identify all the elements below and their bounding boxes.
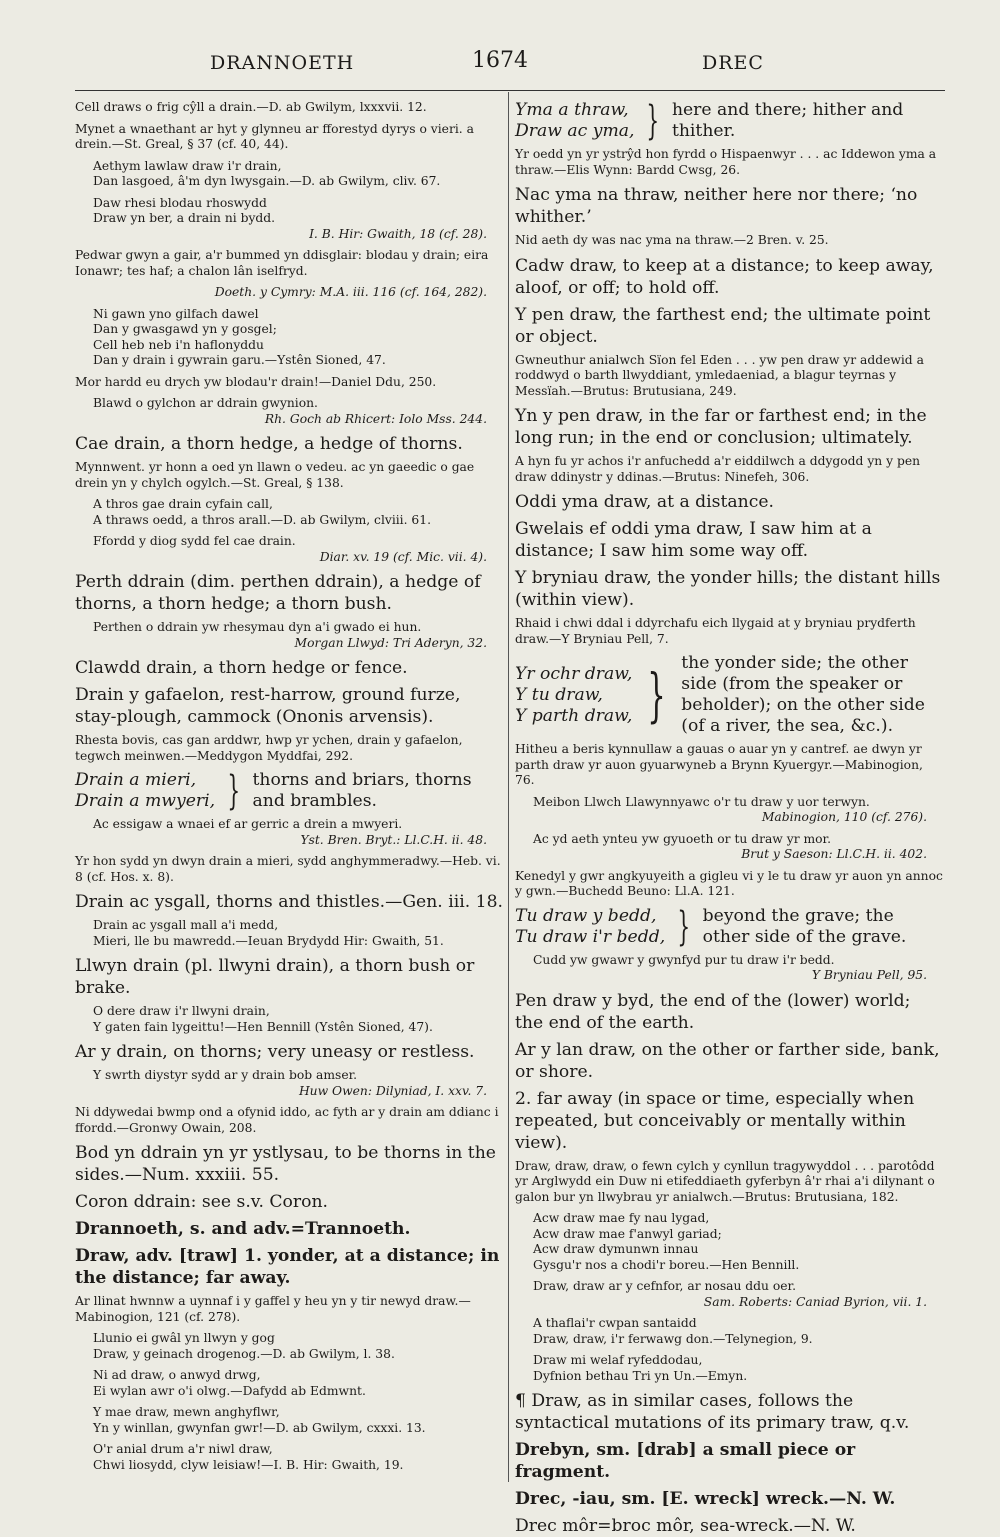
- verse-line: Draw, draw ar y cefnfor, ar nosau ddu oer.: [533, 1279, 796, 1293]
- verse-citation: [75, 620, 503, 651]
- verse-citation: [515, 832, 943, 863]
- verse-line: Ffordd y diog sydd fel cae drain.: [93, 534, 296, 548]
- verse-line: Aethym lawlaw draw i'r drain,: [93, 158, 282, 173]
- verse-citation: [75, 196, 503, 243]
- left-column: [75, 100, 503, 1490]
- brace-glyph: }: [677, 903, 691, 950]
- citation-source: I. B. Hir: Gwaith, 18 (cf. 28).: [309, 226, 487, 241]
- citation-source: Y Bryniau Pell, 95.: [811, 968, 927, 982]
- bracketed-gloss: thorns and briars, thorns and brambles.: [252, 770, 472, 811]
- bracketed-entry: [75, 770, 503, 812]
- sense-entry: Llwyn drain (pl. llwyni drain), a thorn bush or brake.: [75, 956, 475, 998]
- verse-line: Ei wylan awr o'i olwg.—Dafydd ab Edmwnt.: [93, 1383, 366, 1398]
- bracketed-term: Yr ochr draw,: [515, 663, 633, 684]
- verse-citation: [75, 817, 503, 848]
- bracketed-term: Tu draw i'r bedd,: [515, 926, 666, 947]
- citation-source: Rh. Goch ab Rhicert: Iolo Mss. 244.: [264, 411, 487, 426]
- headword-entry: Drannoeth, s. and adv.=Trannoeth.: [75, 1219, 411, 1239]
- sense-entry: Drec môr=broc môr, sea-wreck.—N. W.: [515, 1516, 856, 1536]
- verse-line: Yn y winllan, gwynfan gwr!—D. ab Gwilym, cxxxi. 13.: [93, 1420, 426, 1435]
- verse-line: Y gaten fain lygeittu!—Hen Bennill (Ystên Sioned, 47).: [93, 1019, 433, 1034]
- running-header: [0, 48, 1000, 84]
- citation-quote: Yr hon sydd yn dwyn drain a mieri, sydd anghymmeradwy.—Heb. vi. 8 (cf. Hos. x. 8).: [75, 854, 501, 884]
- sense-entry: Nac yma na thraw, neither here nor there; ‘no whither.’: [515, 185, 918, 227]
- verse-citation: [515, 795, 943, 826]
- header-left-guideword: DRANNOETH: [210, 52, 355, 74]
- page-number: 1674: [472, 48, 528, 73]
- citation-quote: Kenedyl y gwr angkyuyeith a gigleu vi y le tu draw yr auon yn annoc y gwn.—Buchedd Beuno: Ll.A. 121.: [515, 868, 943, 898]
- verse-line: Draw yn ber, a drain ni bydd.: [93, 211, 276, 225]
- verse-citation: [75, 1068, 503, 1099]
- verse-line: Draw, y geinach drogenog.—D. ab Gwilym, l. 38.: [93, 1346, 395, 1361]
- verse-line: Ni ad draw, o anwyd drwg,: [93, 1368, 261, 1382]
- headword-entry: Drec, -iau, sm. [E. wreck] wreck.—N. W.: [515, 1489, 896, 1509]
- verse-line: O dere draw i'r llwyni drain,: [93, 1004, 270, 1018]
- verse-line: Llunio ei gwâl yn llwyn y gog: [93, 1331, 275, 1345]
- verse-line: Draw mi welaf ryfeddodau,: [533, 1353, 703, 1367]
- bracketed-gloss: here and there; hither and thither.: [671, 100, 904, 141]
- bracketed-terms: [515, 664, 632, 727]
- verse-line: Y swrth diystyr sydd ar y drain bob amser.: [93, 1068, 358, 1082]
- verse-line: Drain ac ysgall mall a'i medd,: [93, 918, 279, 932]
- verse-citation: [75, 918, 503, 949]
- verse-line: Daw rhesi blodau rhoswydd: [93, 195, 267, 210]
- citation-quote: Cell draws o frig cŷll a drain.—D. ab Gwilym, lxxxvii. 12.: [75, 100, 427, 114]
- verse-citation: [75, 1368, 503, 1399]
- bracketed-term: Y tu draw,: [515, 684, 603, 705]
- bracketed-entry: [515, 903, 943, 950]
- bracketed-term: Drain a mieri,: [75, 770, 197, 790]
- bracketed-gloss: the yonder side; the other side (from the speaker or beholder); on the other side (of a river, the sea, &c.).: [681, 653, 925, 736]
- verse-citation: [75, 497, 503, 528]
- sense-entry: Perth ddrain (dim. perthen ddrain), a hedge of thorns, a thorn hedge; a thorn bush.: [75, 572, 481, 614]
- verse-line: Acw draw mae f'anwyl gariad;: [533, 1226, 722, 1241]
- verse-line: Ac essigaw a wnaei ef ar gerric a drein a mwyeri.: [93, 817, 403, 831]
- verse-line: Acw draw dymunwn innau: [533, 1242, 699, 1256]
- citation-source: Yst. Bren. Bryt.: Ll.C.H. ii. 48.: [300, 832, 487, 847]
- bracketed-terms: [515, 906, 665, 948]
- sense-entry: Drain y gafaelon, rest-harrow, ground furze, stay-plough, cammock (Ononis arvensis).: [75, 685, 461, 727]
- sense-entry: Ar y lan draw, on the other or farther side, bank, or shore.: [515, 1039, 940, 1082]
- sense-entry: Cae drain, a thorn hedge, a hedge of thorns.: [75, 434, 463, 454]
- brace-glyph: }: [227, 768, 241, 814]
- citation-quote: Gwneuthur anialwch Sïon fel Eden . . . yw pen draw yr addewid a roddwyd o barth llwyddiant, ymledaeniad, a blagur teyrnas y Messïah.—Brutus: Brutusiana, 249.: [515, 352, 924, 398]
- column-divider: [508, 92, 509, 1482]
- sense-entry: Ar y drain, on thorns; very uneasy or restless.: [75, 1042, 475, 1062]
- verse-line: Draw, draw, i'r ferwawg don.—Telynegion, 9.: [533, 1331, 813, 1346]
- verse-line: Blawd o gylchon ar ddrain gwynion.: [93, 396, 318, 410]
- verse-citation: [515, 1279, 943, 1310]
- verse-line: Dan y gwasgawd yn y gosgel;: [93, 322, 277, 336]
- citation-source: Brut y Saeson: Ll.C.H. ii. 402.: [741, 847, 927, 861]
- brace-glyph: }: [646, 98, 660, 144]
- citation-quote: Rhesta bovis, cas gan arddwr, hwp yr ychen, drain y gafaelon, tegwch meinwen.—Meddygon Myddfai, 292.: [75, 733, 463, 763]
- citation-quote: Draw, draw, draw, o fewn cylch y cynllun tragywyddol . . . parotôdd yr Arglwydd ein Duw ni etifeddiaeth gyferbyn â'r rhai a'i dilynant o galon bur yn llwybrau yr anialwch.—Brutus: Brutusiana, 182.: [515, 1158, 935, 1204]
- verse-line: Mieri, lle bu mawredd.—Ieuan Brydydd Hir: Gwaith, 51.: [93, 933, 444, 948]
- verse-citation: [75, 1405, 503, 1436]
- verse-citation: [515, 953, 943, 984]
- citation-source: Morgan Llwyd: Tri Aderyn, 32.: [294, 635, 487, 650]
- bracketed-term: Tu draw y bedd,: [515, 905, 657, 926]
- bracketed-entry: [515, 100, 943, 142]
- citation-quote: Mor hardd eu drych yw blodau'r drain!—Daniel Ddu, 250.: [75, 374, 437, 389]
- verse-citation: [515, 1211, 943, 1273]
- verse-line: Cell heb neb i'n haflonyddu: [93, 337, 264, 352]
- citation-source: Doeth. y Cymry: M.A. iii. 116 (cf. 164, 282).: [214, 285, 487, 299]
- citation-source: Sam. Roberts: Caniad Byrion, vii. 1.: [703, 1294, 927, 1309]
- verse-line: Dan y drain i gywrain garu.—Ystên Sioned, 47.: [93, 353, 386, 367]
- verse-line: Y mae draw, mewn anghyflwr,: [93, 1405, 280, 1419]
- verse-line: A thraws oedd, a thros arall.—D. ab Gwilym, clviii. 61.: [93, 512, 431, 527]
- verse-line: Ni gawn yno gilfach dawel: [93, 306, 259, 321]
- verse-citation: [75, 1331, 503, 1362]
- sense-entry: Clawdd drain, a thorn hedge or fence.: [75, 658, 408, 678]
- citation-quote: Mynet a wnaethant ar hyt y glynneu ar fforestyd dyrys o vieri. a drein.—St. Greal, § 37 (cf. 40, 44).: [75, 121, 474, 151]
- citation-quote: Pedwar gwyn a gair, a'r bummed yn ddisglair: blodau y drain; eira Ionawr; tes haf; a chalon lân iselfryd.: [75, 248, 489, 278]
- sense-entry: Y bryniau draw, the yonder hills; the distant hills (within view).: [515, 568, 941, 610]
- verse-line: Gysgu'r nos a chodi'r boreu.—Hen Bennill.: [533, 1257, 800, 1272]
- citation-quote: Ar llinat hwnnw a uynnaf i y gaffel y heu yn y tir newyd draw.—Mabinogion, 121 (cf. 278).: [75, 1294, 471, 1324]
- verse-line: Dan lasgoed, â'm dyn lwysgain.—D. ab Gwilym, cliv. 67.: [93, 174, 441, 188]
- citation-source: Huw Owen: Dilyniad, I. xxv. 7.: [298, 1083, 487, 1098]
- sense-entry: Drain ac ysgall, thorns and thistles.—Gen. iii. 18.: [75, 892, 503, 912]
- brace-glyph: }: [647, 661, 667, 729]
- right-column: [515, 98, 943, 1536]
- citation-source-block: [75, 285, 503, 301]
- bracketed-gloss: beyond the grave; the other side of the grave.: [702, 905, 907, 947]
- verse-line: Chwi liosydd, clyw leisiaw!—I. B. Hir: Gwaith, 19.: [93, 1457, 404, 1472]
- bracketed-term: Yma a thraw,: [515, 100, 629, 120]
- headword-entry: Draw, adv. [traw] 1. yonder, at a distance; in the distance; far away.: [75, 1246, 500, 1288]
- citation-quote: Yr oedd yn yr ystrŷd hon fyrdd o Hispaenwyr . . . ac Iddewon yma a thraw.—Elis Wynn: Bardd Cwsg, 26.: [515, 147, 937, 177]
- citation-source: Mabinogion, 110 (cf. 276).: [761, 810, 927, 824]
- sense-entry: Gwelais ef oddi yma draw, I saw him at a distance; I saw him some way off.: [515, 519, 872, 561]
- citation-quote: Mynnwent. yr honn a oed yn llawn o vedeu. ac yn gaeedic o gae drein yn y chylch ogylch.—St. Greal, § 138.: [75, 460, 475, 490]
- bracketed-term: Drain a mwyeri,: [75, 791, 216, 811]
- header-rule: [75, 90, 945, 91]
- verse-citation: [75, 307, 503, 369]
- sense-entry: Cadw draw, to keep at a distance; to keep away, aloof, or off; to hold off.: [515, 255, 934, 298]
- bracketed-term: Y parth draw,: [515, 705, 633, 726]
- citation-quote: Ni ddywedai bwmp ond a ofynid iddo, ac fyth ar y drain am ddianc i ffordd.—Gronwy Owain, 208.: [75, 1105, 499, 1135]
- sense-entry: 2. far away (in space or time, especially when repeated, but conceivably or mentally within view).: [515, 1088, 915, 1153]
- verse-citation: [75, 396, 503, 427]
- sense-entry: Y pen draw, the farthest end; the ultimate point or object.: [515, 304, 931, 347]
- verse-citation: [515, 1353, 943, 1384]
- verse-citation: [75, 1004, 503, 1035]
- citation-source: Diar. xv. 19 (cf. Mic. vii. 4).: [319, 549, 487, 564]
- bracketed-term: Draw ac yma,: [515, 121, 635, 141]
- bracketed-terms: [515, 100, 634, 142]
- verse-citation: [75, 534, 503, 565]
- verse-line: A thaflai'r cwpan santaidd: [533, 1316, 697, 1330]
- header-right-guideword: DREC: [702, 52, 764, 74]
- verse-citation: [515, 1316, 943, 1347]
- verse-line: Meibon Llwch Llawynnyawc o'r tu draw y uor terwyn.: [533, 794, 870, 809]
- bracketed-entry: [515, 653, 943, 737]
- headword-entry: Drebyn, sm. [drab] a small piece or fragment.: [515, 1440, 856, 1482]
- verse-line: A thros gae drain cyfain call,: [93, 497, 273, 511]
- citation-quote: Hitheu a beris kynnullaw a gauas o auar yn y cantref. ae dwyn yr parth draw yr auon gyuarwyneb a Brynn Kyuergyr.—Mabinogion, 76.: [515, 742, 923, 787]
- verse-citation: [75, 159, 503, 190]
- sense-entry: Pen draw y byd, the end of the (lower) world; the end of the earth.: [515, 990, 911, 1033]
- sense-entry: Oddi yma draw, at a distance.: [515, 492, 774, 512]
- sense-entry: Coron ddrain: see s.v. Coron.: [75, 1192, 328, 1212]
- verse-line: Ac yd aeth ynteu yw gyuoeth or tu draw yr mor.: [533, 831, 831, 846]
- verse-line: Cudd yw gwawr y gwynfyd pur tu draw i'r bedd.: [533, 952, 835, 967]
- verse-line: O'r anial drum a'r niwl draw,: [93, 1442, 273, 1456]
- sense-entry: Yn y pen draw, in the far or farthest end; in the long run; in the end or conclusion; ultimately.: [515, 406, 927, 448]
- verse-line: Acw draw mae fy nau lygad,: [533, 1211, 710, 1225]
- sense-entry: Bod yn ddrain yn yr ystlysau, to be thorns in the sides.—Num. xxxiii. 55.: [75, 1143, 496, 1185]
- verse-line: Perthen o ddrain yw rhesymau dyn a'i gwado ei hun.: [93, 620, 422, 634]
- citation-quote: A hyn fu yr achos i'r anfuchedd a'r eiddilwch a ddygodd yn y pen draw ddinystr y ddinas.—Brutus: Ninefeh, 306.: [515, 454, 921, 484]
- bracketed-terms: [75, 770, 215, 812]
- citation-quote: Rhaid i chwi ddal i ddyrchafu eich llygaid at y bryniau prydferth draw.—Y Bryniau Pell, 7.: [515, 616, 916, 646]
- citation-quote: Nid aeth dy was nac yma na thraw.—2 Bren. v. 25.: [515, 233, 829, 247]
- verse-citation: [75, 1442, 503, 1473]
- sense-entry: ¶ Draw, as in similar cases, follows the syntactical mutations of its primary traw, q.v.: [515, 1391, 910, 1433]
- verse-line: Dyfnion bethau Tri yn Un.—Emyn.: [533, 1368, 748, 1383]
